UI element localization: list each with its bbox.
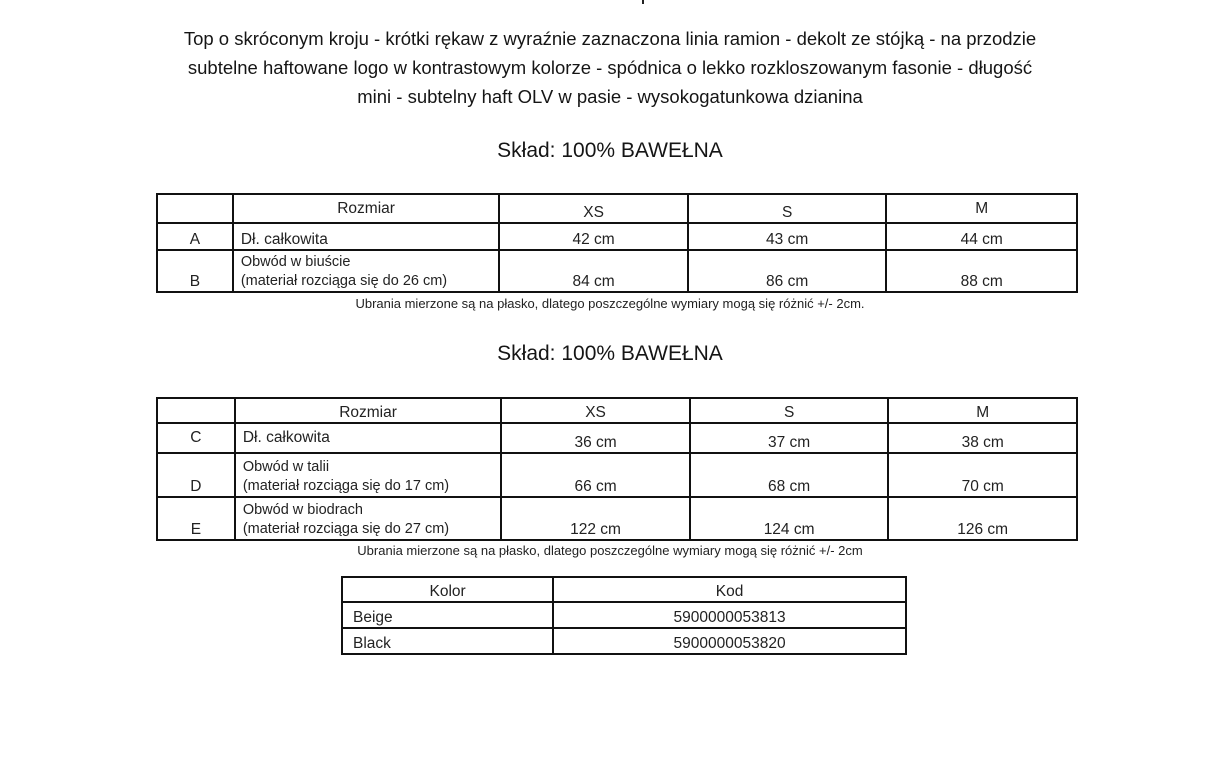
- color-name: Beige: [342, 602, 553, 628]
- header-cell: XS: [499, 194, 688, 223]
- value-cell: 124 cm: [690, 497, 889, 540]
- value-cell: 88 cm: [886, 250, 1077, 292]
- table-row: [157, 453, 1077, 497]
- value-cell: 42 cm: [499, 223, 688, 250]
- description-line: mini - subtelny haft OLV w pasie - wysokogatunkowa dzianina: [357, 86, 863, 107]
- product-description: [120, 24, 1100, 111]
- header-cell: Rozmiar: [233, 194, 499, 223]
- color-name: Black: [342, 628, 553, 654]
- header-cell: Rozmiar: [235, 398, 501, 423]
- table-header-row: [342, 577, 906, 602]
- row-label-main: Obwód w biodrach: [242, 502, 363, 518]
- measurement-note-top: Ubrania mierzone są na płasko, dlatego poszczególne wymiary mogą się różnić +/- 2cm.: [355, 296, 865, 311]
- header-cell: Kolor: [342, 577, 553, 602]
- row-label: Dł. całkowita: [233, 223, 499, 250]
- value-cell: 66 cm: [501, 453, 690, 497]
- row-label: [235, 453, 501, 497]
- row-label-note: (materiał rozciąga się do 26 cm): [240, 273, 448, 289]
- value-cell: 70 cm: [888, 453, 1077, 497]
- table-row: [157, 497, 1077, 540]
- row-label-note: (materiał rozciąga się do 17 cm): [242, 478, 450, 494]
- cropped-text-fragment: [642, 0, 644, 4]
- row-code: D: [157, 453, 235, 497]
- top-size-table: [156, 193, 1078, 293]
- value-cell: 38 cm: [888, 423, 1077, 453]
- header-cell: [157, 194, 233, 223]
- header-cell: M: [886, 194, 1077, 223]
- table-row: [157, 223, 1077, 250]
- row-code: B: [157, 250, 233, 292]
- row-label: [235, 497, 501, 540]
- table-row: [157, 250, 1077, 292]
- table-header-row: [157, 398, 1077, 423]
- measurement-note-skirt: Ubrania mierzone są na płasko, dlatego poszczególne wymiary mogą się różnić +/- 2cm: [357, 543, 863, 558]
- header-cell: XS: [501, 398, 690, 423]
- value-cell: 36 cm: [501, 423, 690, 453]
- row-label-main: Obwód w talii: [242, 459, 330, 475]
- color-code: 5900000053813: [553, 602, 906, 628]
- value-cell: 43 cm: [688, 223, 887, 250]
- value-cell: 68 cm: [690, 453, 889, 497]
- row-label-main: Obwód w biuście: [240, 254, 351, 270]
- row-code: A: [157, 223, 233, 250]
- row-label: Dł. całkowita: [235, 423, 501, 453]
- table-header-row: [157, 194, 1077, 223]
- value-cell: 84 cm: [499, 250, 688, 292]
- composition-title-top: Skład: 100% BAWEŁNA: [497, 139, 723, 162]
- row-code: C: [157, 423, 235, 453]
- color-code: 5900000053820: [553, 628, 906, 654]
- composition-title-skirt: Skład: 100% BAWEŁNA: [497, 342, 723, 365]
- row-code: E: [157, 497, 235, 540]
- header-cell: M: [888, 398, 1077, 423]
- header-cell: S: [688, 194, 887, 223]
- row-label-note: (materiał rozciąga się do 27 cm): [242, 521, 450, 537]
- skirt-size-table: [156, 397, 1078, 541]
- description-line: Top o skróconym kroju - krótki rękaw z wyraźnie zaznaczona linia ramion - dekolt ze stójką - na przodzie: [183, 28, 1037, 49]
- value-cell: 86 cm: [688, 250, 887, 292]
- table-row: [342, 628, 906, 654]
- value-cell: 122 cm: [501, 497, 690, 540]
- header-cell: S: [690, 398, 889, 423]
- row-label: [233, 250, 499, 292]
- table-row: [342, 602, 906, 628]
- table-row: [157, 423, 1077, 453]
- value-cell: 37 cm: [690, 423, 889, 453]
- value-cell: 126 cm: [888, 497, 1077, 540]
- description-line: subtelne haftowane logo w kontrastowym kolorze - spódnica o lekko rozkloszowanym fasonie - długość: [187, 57, 1033, 78]
- header-cell: Kod: [553, 577, 906, 602]
- header-cell: [157, 398, 235, 423]
- value-cell: 44 cm: [886, 223, 1077, 250]
- color-code-table: [341, 576, 907, 655]
